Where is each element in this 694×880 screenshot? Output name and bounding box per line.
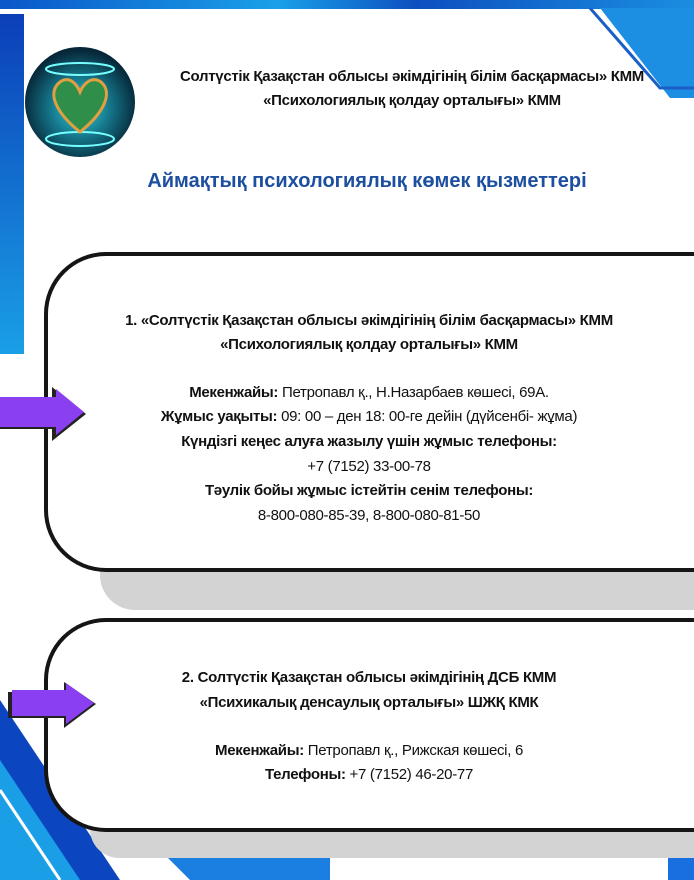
- card-1-trust-phone-label: Тәулік бойы жұмыс істейтін сенім телефоны:: [204, 482, 534, 499]
- left-decor-bar: [0, 14, 24, 354]
- address-label: Мекенжайы:: [215, 742, 304, 759]
- hours-label: Жұмыс уақыты:: [160, 408, 278, 425]
- card-1-hours: [44, 408, 694, 425]
- card-1-day-phone-label: Күндізгі кеңес алуға жазылу үшін жұмыс телефоны:: [181, 433, 557, 450]
- card-2-org-line2: «Психикалық денсаулық орталығы» ШЖҚ КМК: [199, 694, 539, 711]
- phone-label: Телефоны:: [265, 766, 346, 783]
- card-1-org-line2: «Психологиялық қолдау орталығы» КММ: [220, 336, 518, 353]
- logo: [25, 47, 135, 157]
- card-2-address: [44, 742, 694, 759]
- card-1-trust-phone: 8-800-080-85-39, 8-800-080-81-50: [257, 507, 481, 524]
- hours-value: 09: 00 – ден 18: 00-ге дейін (дүйсенбі- жұма): [277, 408, 578, 425]
- heart-tree-logo-icon: [25, 47, 135, 157]
- card-1-address: [44, 384, 694, 401]
- address-label: Мекенжайы:: [189, 384, 279, 401]
- card-1-org-line1: 1. «Солтүстік Қазақстан облысы әкімдігінің білім басқармасы» КММ: [125, 312, 613, 329]
- page-title: Аймақтық психологиялық көмек қызметтері: [147, 170, 587, 192]
- address-value: Петропавл қ., Рижская көшесі, 6: [303, 742, 523, 759]
- card-1-day-phone: +7 (7152) 33-00-78: [307, 458, 431, 475]
- card-2-phone: [44, 766, 694, 783]
- address-value: Петропавл қ., Н.Назарбаев көшесі, 69А.: [278, 384, 549, 401]
- header-org-line2: «Психологиялық қолдау орталығы» КММ: [263, 92, 561, 109]
- header-org-line1: Солтүстік Қазақстан облысы әкімдігінің білім басқармасы» КММ: [179, 68, 644, 85]
- phone-value: +7 (7152) 46-20-77: [345, 766, 473, 783]
- service-card-2: [44, 618, 694, 832]
- card-2-org-line1: 2. Солтүстік Қазақстан облысы әкімдігінің ДСБ КММ: [181, 669, 557, 686]
